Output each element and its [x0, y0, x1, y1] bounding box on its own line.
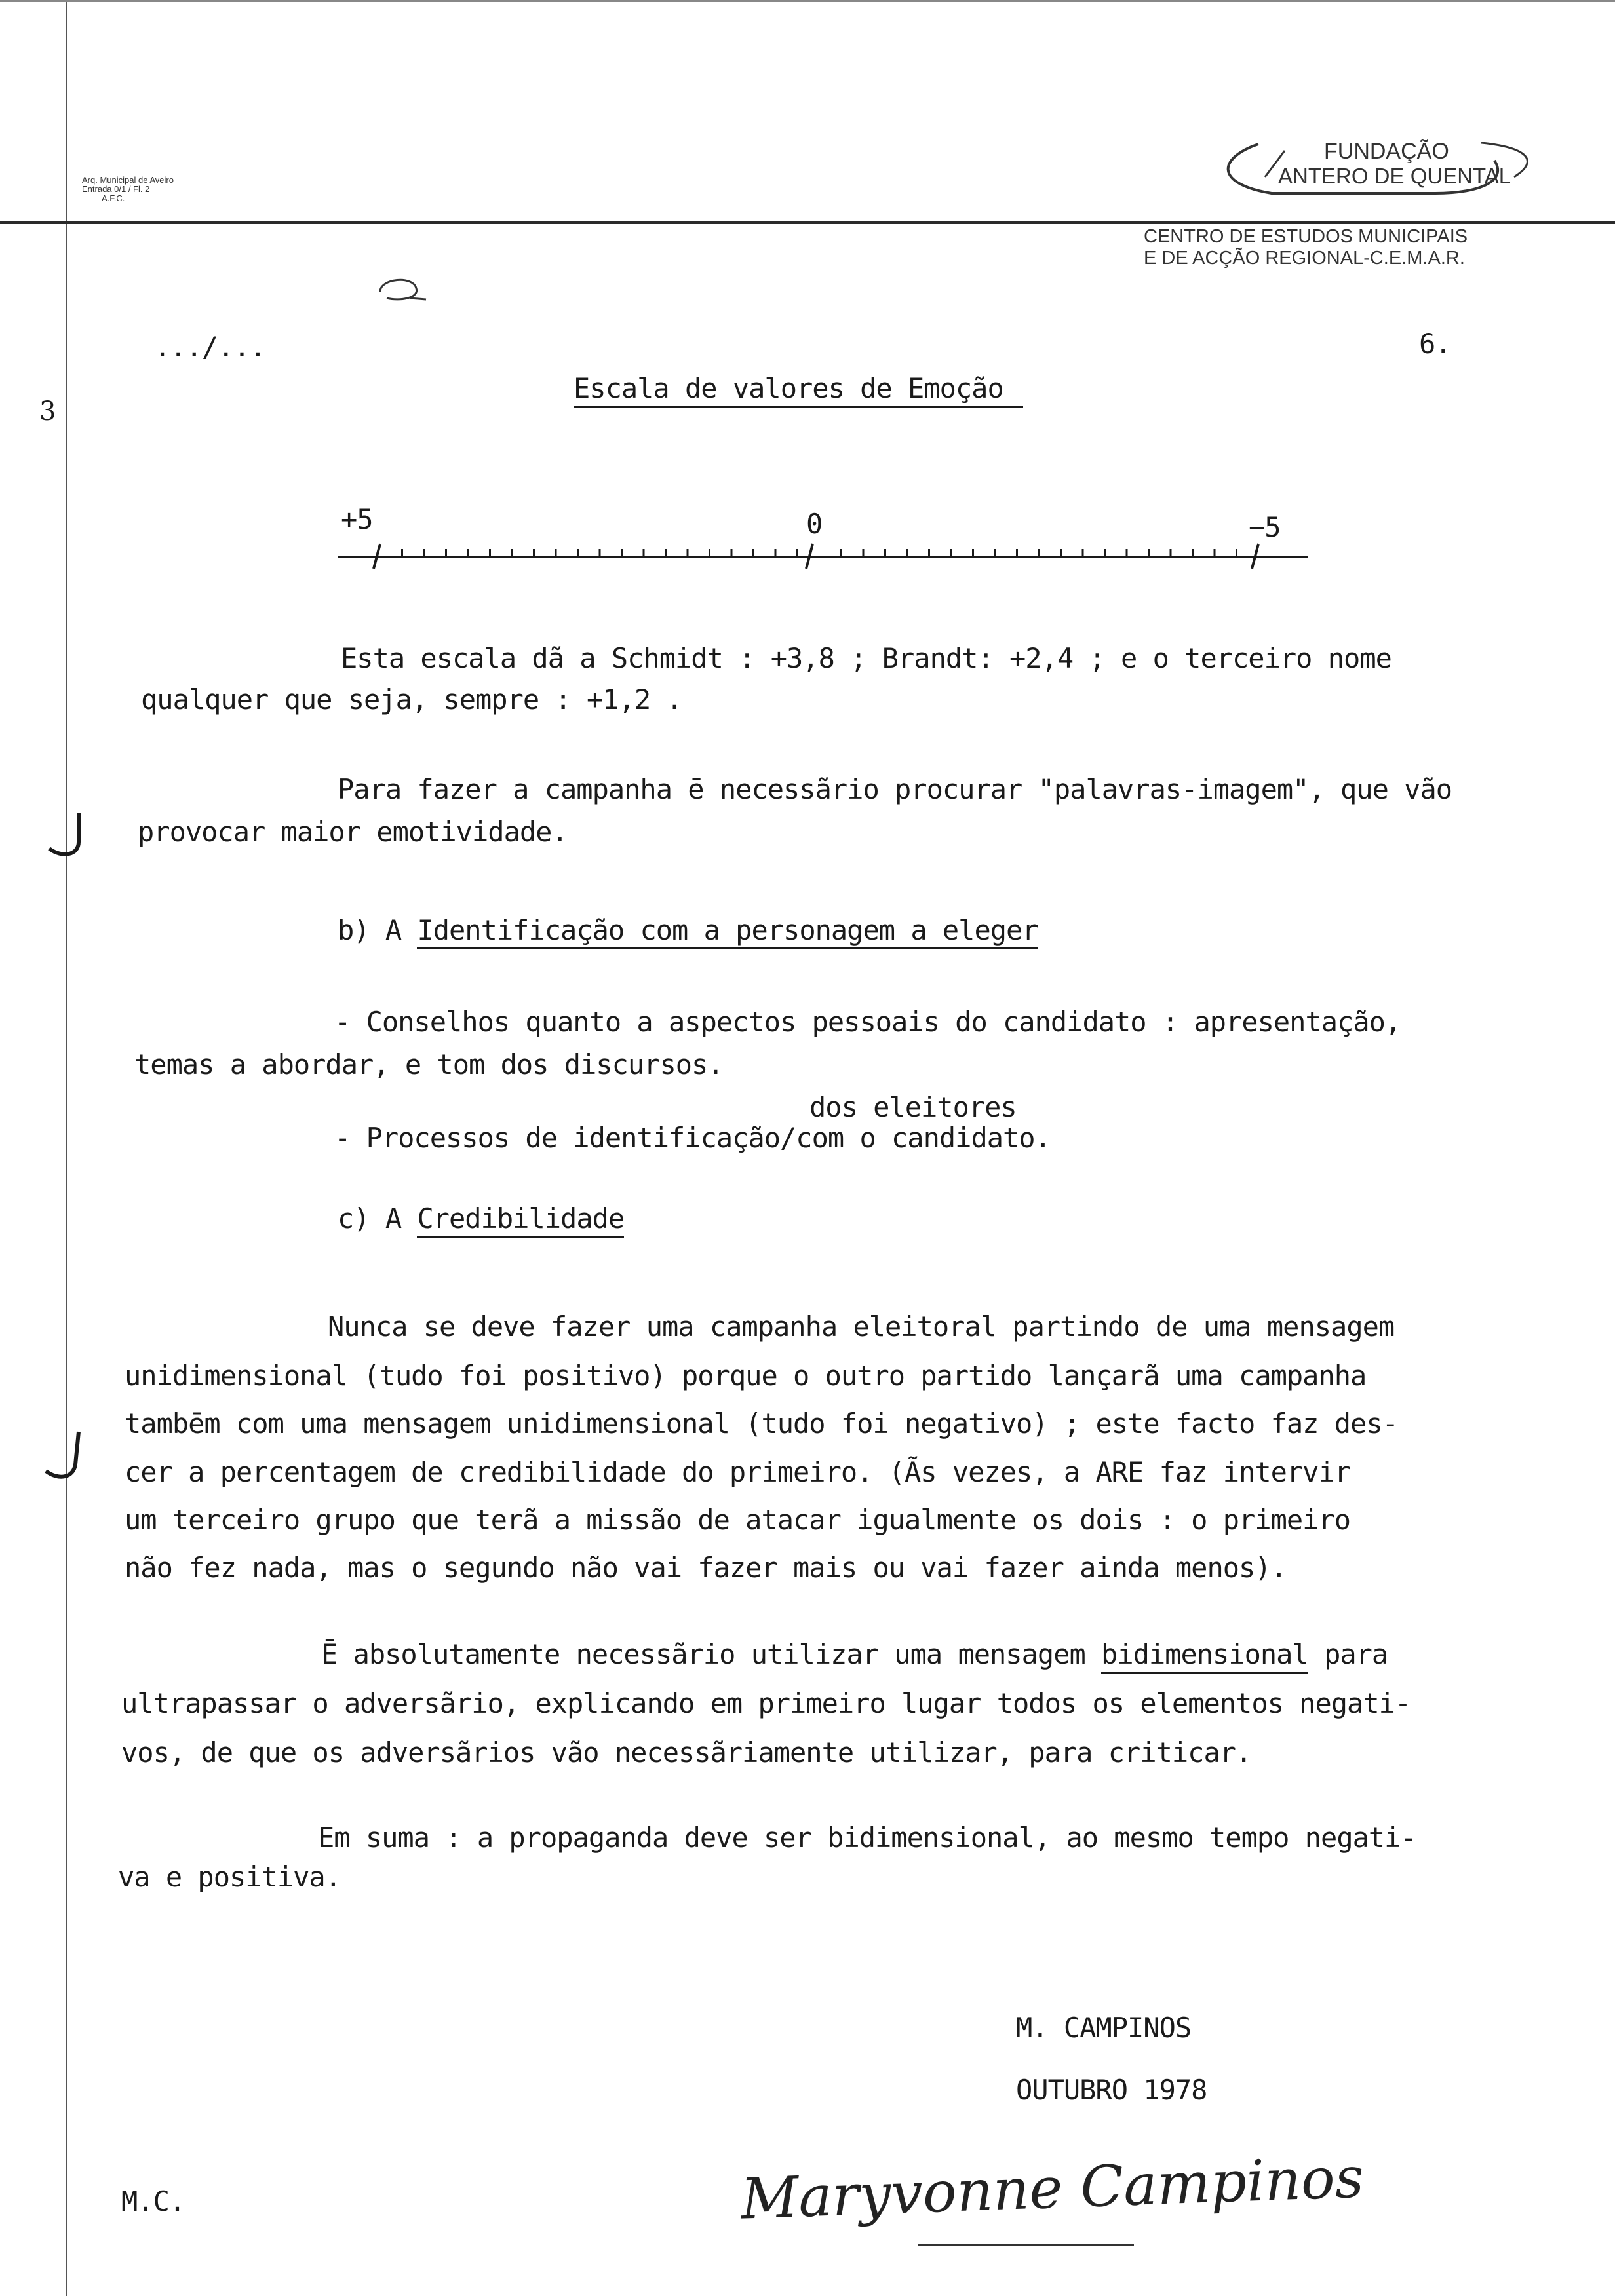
p2-line-2: provocar maior emotividade. [138, 816, 568, 848]
signature-underline [918, 2244, 1134, 2246]
scribble-mark [374, 272, 433, 311]
p2-line-1: Para fazer a campanha ē necessãrio procurar "palavras-imagem", que vão [338, 773, 1452, 805]
author-date: OUTUBRO 1978 [1016, 2074, 1207, 2106]
page-number: 6. [1419, 328, 1451, 360]
p3-line-4: cer a percentagem de credibilidade do primeiro. (Ãs vezes, a ARE faz intervir [125, 1456, 1351, 1488]
p3-line-6: não fez nada, mas o segundo não vai fazer mais ou vai fazer ainda menos). [125, 1552, 1287, 1584]
b1-line-1: - Conselhos quanto a aspectos pessoais do candidato : apresentação, [334, 1006, 1401, 1038]
top-scan-line [0, 0, 1615, 2]
centre-name-line-1: CENTRO DE ESTUDOS MUNICIPAIS [1144, 226, 1468, 247]
page-title [574, 372, 1023, 404]
centre-name-line-2: E DE ACÇÃO REGIONAL-C.E.M.A.R. [1144, 248, 1465, 269]
header-rule [0, 221, 1615, 224]
stamp-line-2: Entrada 0/1 / Fl. 2 [82, 184, 150, 194]
p5-line-2: va e positiva. [118, 1861, 341, 1893]
p3-line-1: Nunca se deve fazer uma campanha eleitoral partindo de uma mensagem [328, 1311, 1395, 1343]
p4-line-3: vos, de que os adversãrios vão necessãriamente utilizar, para criticar. [121, 1736, 1252, 1769]
section-b-title: Identificação com a personagem a eleger [417, 914, 1038, 949]
scale-label-centre: 0 [806, 508, 823, 540]
p1-line-2: qualquer que seja, sempre : +1,2 . [141, 683, 682, 716]
section-c-title: Credibilidade [417, 1202, 624, 1238]
author-initials: M.C. [121, 2185, 185, 2217]
margin-hook-mark-1 [33, 806, 92, 865]
p4-line-1-end: para [1324, 1638, 1388, 1670]
continuation-mark: .../... [154, 331, 266, 363]
section-c-marker: c) A [338, 1202, 402, 1234]
b2-line-1: - Processos de identificação/com o candidato. [334, 1122, 1051, 1154]
p4-line-2: ultrapassar o adversãrio, explicando em primeiro lugar todos os elementos negati- [121, 1687, 1411, 1719]
b2-insert-annotation: dos eleitores [809, 1091, 1017, 1123]
p3-line-3: tambēm com uma mensagem unidimensional (tudo foi negativo) ; este facto faz des- [125, 1407, 1398, 1440]
margin-mark: 3 [39, 396, 56, 427]
section-b-heading [338, 914, 1038, 946]
p3-line-5: um terceiro grupo que terã a missão de atacar igualmente os dois : o primeiro [125, 1504, 1351, 1536]
scale-label-left: +5 [341, 503, 373, 535]
section-c-heading [338, 1202, 624, 1234]
handwritten-signature-text: Maryvonne Campinos [739, 2145, 1365, 2232]
p3-line-2: unidimensional (tudo foi positivo) porque o outro partido lançarã uma campanha [125, 1360, 1367, 1392]
emotion-scale [334, 537, 1311, 577]
scale-label-right: −5 [1249, 511, 1281, 543]
author-name: M. CAMPINOS [1016, 2012, 1192, 2044]
p5-line-1: Em suma : a propaganda deve ser bidimensional, ao mesmo tempo negati- [318, 1822, 1416, 1854]
stamp-line-1: Arq. Municipal de Aveiro [82, 175, 174, 185]
foundation-logo [1199, 131, 1580, 210]
p4-line-1 [321, 1638, 1388, 1670]
p1-line-1: Esta escala dã a Schmidt : +3,8 ; Brandt: +2,4 ; e o terceiro nome [341, 642, 1391, 674]
archive-stamp [82, 176, 174, 203]
p4-underlined-word: bidimensional [1101, 1638, 1308, 1674]
handwritten-signature [740, 2145, 1365, 2232]
logo-text-top: FUNDAÇÃO [1324, 139, 1449, 164]
p4-line-1-start: Ē absolutamente necessãrio utilizar uma mensagem [321, 1638, 1085, 1670]
page-title-text: Escala de valores de Emoção [574, 372, 1023, 408]
left-margin-line [66, 0, 67, 2296]
b1-line-2: temas a abordar, e tom dos discursos. [134, 1048, 724, 1081]
stamp-line-3: A.F.C. [102, 193, 125, 203]
logo-text-bottom: ANTERO DE QUENTAL [1278, 164, 1511, 188]
section-b-marker: b) A [338, 914, 402, 946]
margin-hook-mark-2 [33, 1425, 92, 1491]
